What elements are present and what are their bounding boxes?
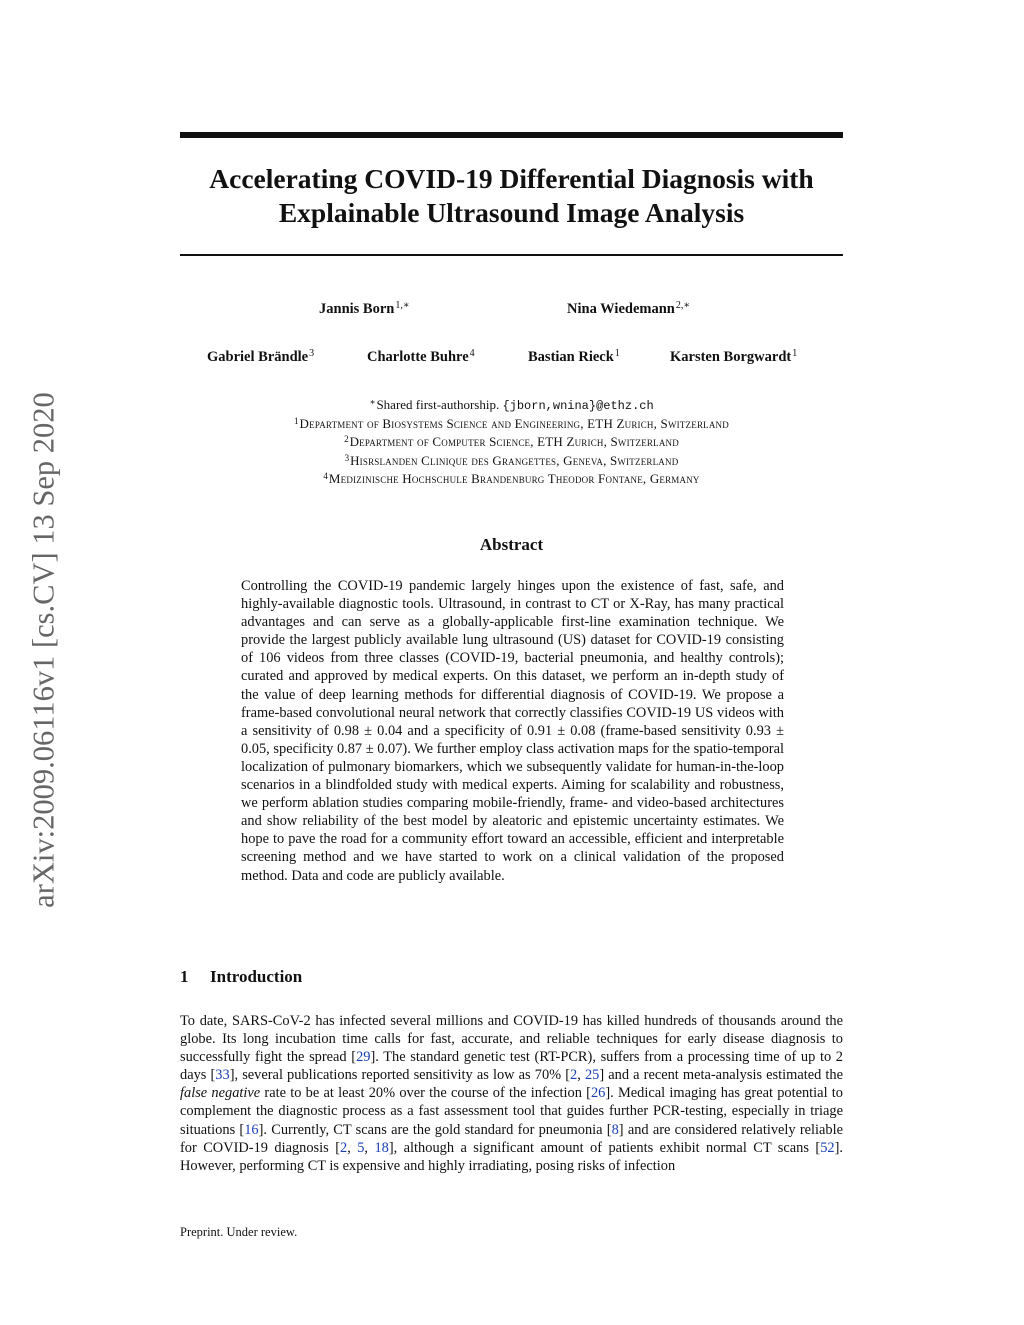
title-bottom-rule bbox=[180, 254, 843, 256]
author-name: Nina Wiedemann bbox=[567, 301, 675, 317]
author-karsten-borgwardt bbox=[670, 348, 797, 366]
affiliation-number: 2 bbox=[344, 434, 349, 444]
citation-link[interactable]: 5 bbox=[357, 1139, 365, 1156]
author-name: Bastian Rieck bbox=[528, 349, 614, 365]
affiliation-text: Department of Biosystems Science and Engineering, ETH Zurich, Switzerland bbox=[299, 416, 729, 431]
intro-text: ] and are considered relatively reliable for COVID-19 diagnosis [ bbox=[180, 1121, 843, 1156]
intro-text: ] and a recent meta-analysis estimated the bbox=[599, 1067, 843, 1084]
abstract-heading: Abstract bbox=[479, 535, 544, 554]
note-mark: ∗ bbox=[369, 397, 376, 407]
author-nina-wiedemann bbox=[567, 300, 690, 318]
author-affiliation-mark: 2,∗ bbox=[675, 300, 691, 311]
author-affiliation-mark: 4 bbox=[469, 348, 475, 359]
affiliation-1 bbox=[180, 416, 843, 432]
introduction-paragraph bbox=[180, 1012, 843, 1175]
intro-text: ]. However, performing CT is expensive and highly irradiating, posing risks of infection bbox=[180, 1139, 843, 1174]
author-name: Charlotte Buhre bbox=[367, 349, 469, 365]
contact-email: {jborn,wnina}@ethz.ch bbox=[502, 399, 654, 413]
author-name: Jannis Born bbox=[319, 301, 395, 317]
section-title: Introduction bbox=[210, 967, 303, 986]
citation-link[interactable]: 33 bbox=[215, 1067, 230, 1084]
note-text: Shared first-authorship. bbox=[376, 397, 500, 412]
intro-text: , bbox=[347, 1139, 358, 1156]
preprint-footer: Preprint. Under review. bbox=[180, 1225, 298, 1239]
citation-link[interactable]: 18 bbox=[374, 1139, 389, 1156]
citation-link[interactable]: 2 bbox=[339, 1139, 348, 1156]
intro-text: To date, SARS-CoV-2 has infected several millions and COVID-19 has killed hundreds of thousands around the globe. Its long incubation time calls for fast, accurate, and reliable techniques for early disease diagnosis to successfully fight the spread [ bbox=[180, 1013, 843, 1066]
affiliation-number: 4 bbox=[323, 471, 328, 481]
affiliation-text: Department of Computer Science, ETH Zurich, Switzerland bbox=[349, 434, 679, 449]
affiliation-4 bbox=[180, 471, 843, 487]
paper-title bbox=[180, 162, 843, 230]
author-jannis-born bbox=[319, 300, 410, 318]
citation-link[interactable]: 26 bbox=[590, 1085, 606, 1102]
intro-text: rate to be at least 20% over the course of the infection [ bbox=[260, 1085, 591, 1102]
citation-link[interactable]: 8 bbox=[611, 1121, 619, 1138]
intro-text: ]. Currently, CT scans are the gold standard for pneumonia [ bbox=[258, 1121, 612, 1138]
title-line-1: Accelerating COVID-19 Differential Diagnosis with bbox=[209, 163, 814, 194]
title-top-rule bbox=[180, 132, 843, 138]
citation-link[interactable]: 2 bbox=[570, 1067, 578, 1084]
author-charlotte-buhre bbox=[367, 348, 475, 366]
author-name: Karsten Borgwardt bbox=[670, 349, 792, 365]
intro-text: ], although a significant amount of patients exhibit normal CT scans [ bbox=[388, 1139, 821, 1156]
citation-link[interactable]: 52 bbox=[820, 1139, 835, 1156]
author-bastian-rieck bbox=[528, 348, 620, 366]
intro-text: ]. The standard genetic test (RT-PCR), suffers from a processing time of up to 2 days [ bbox=[180, 1049, 843, 1084]
title-line-2: Explainable Ultrasound Image Analysis bbox=[278, 197, 745, 228]
author-affiliation-mark: 1 bbox=[792, 348, 798, 359]
intro-text: ]. Medical imaging has great potential to complement the diagnostic process as a fast assessment tool that guides further PCR-testing, especially in triage situations [ bbox=[180, 1085, 844, 1138]
intro-text: , bbox=[364, 1139, 375, 1156]
arxiv-identifier-stamp: arXiv:2009.06116v1 [cs.CV] 13 Sep 2020 bbox=[26, 392, 61, 908]
abstract-body: Controlling the COVID-19 pandemic largely hinges upon the existence of fast, safe, and highly-available diagnostic tools. Ultrasound, in contrast to CT or X-Ray, has many practical advantages and can serve as a globally-applicable first-line examination technique. We provide the largest publicly available lung ultrasound (US) dataset for COVID-19 consisting of 106 videos from three classes (COVID-19, bacterial pneumonia, and healthy controls); curated and approved by medical experts. On this dataset, we perform an in-depth study of the value of deep learning methods for differential diagnosis of COVID-19. We propose a frame-based convolutional neural network that correctly classifies COVID-19 US videos with a sensitivity of 0.98 ± 0.04 and a specificity of 0.91 ± 0.08 (frame-based sensitivity 0.93 ± 0.05, specificity 0.87 ± 0.07). We further employ class activation maps for the spatio-temporal localization of pulmonary biomarkers, which we subsequently validate for human-in-the-loop scenarios in a blindfolded study with medical experts. Aiming for scalability and robustness, we perform ablation studies comparing mobile-friendly, frame- and video-based architectures and show reliability of the best model by aleatoric and epistemic uncertainty estimates. We hope to pave the road for a community effort toward an accessible, efficient and interpretable screening method and we have started to work on a clinical validation of the proposed method. Data and code are publicly available. bbox=[241, 578, 784, 884]
citation-link[interactable]: 16 bbox=[244, 1121, 259, 1138]
intro-text: ], several publications reported sensitivity as low as 70% [ bbox=[229, 1067, 571, 1084]
author-affiliation-mark: 3 bbox=[309, 348, 315, 359]
author-gabriel-brandle bbox=[207, 348, 314, 366]
affiliation-2 bbox=[180, 434, 843, 450]
affiliation-number: 3 bbox=[344, 453, 350, 463]
emphasized-term: false negative bbox=[180, 1085, 261, 1102]
citation-link[interactable]: 25 bbox=[584, 1067, 600, 1084]
author-affiliation-mark: 1,∗ bbox=[395, 300, 410, 311]
affiliation-number: 1 bbox=[294, 416, 299, 426]
section-heading-introduction bbox=[180, 967, 302, 987]
author-name: Gabriel Brändle bbox=[207, 349, 309, 365]
affiliation-3 bbox=[180, 453, 843, 469]
intro-text: , bbox=[577, 1067, 585, 1084]
author-affiliation-mark: 1 bbox=[614, 348, 620, 359]
shared-authorship-note bbox=[180, 397, 843, 413]
citation-link[interactable]: 29 bbox=[356, 1049, 371, 1066]
section-number: 1 bbox=[180, 967, 189, 986]
affiliation-text: Medizinische Hochschule Brandenburg Theodor Fontane, Germany bbox=[328, 471, 700, 486]
affiliation-text: Hisrslanden Clinique des Grangettes, Geneva, Switzerland bbox=[350, 453, 679, 468]
